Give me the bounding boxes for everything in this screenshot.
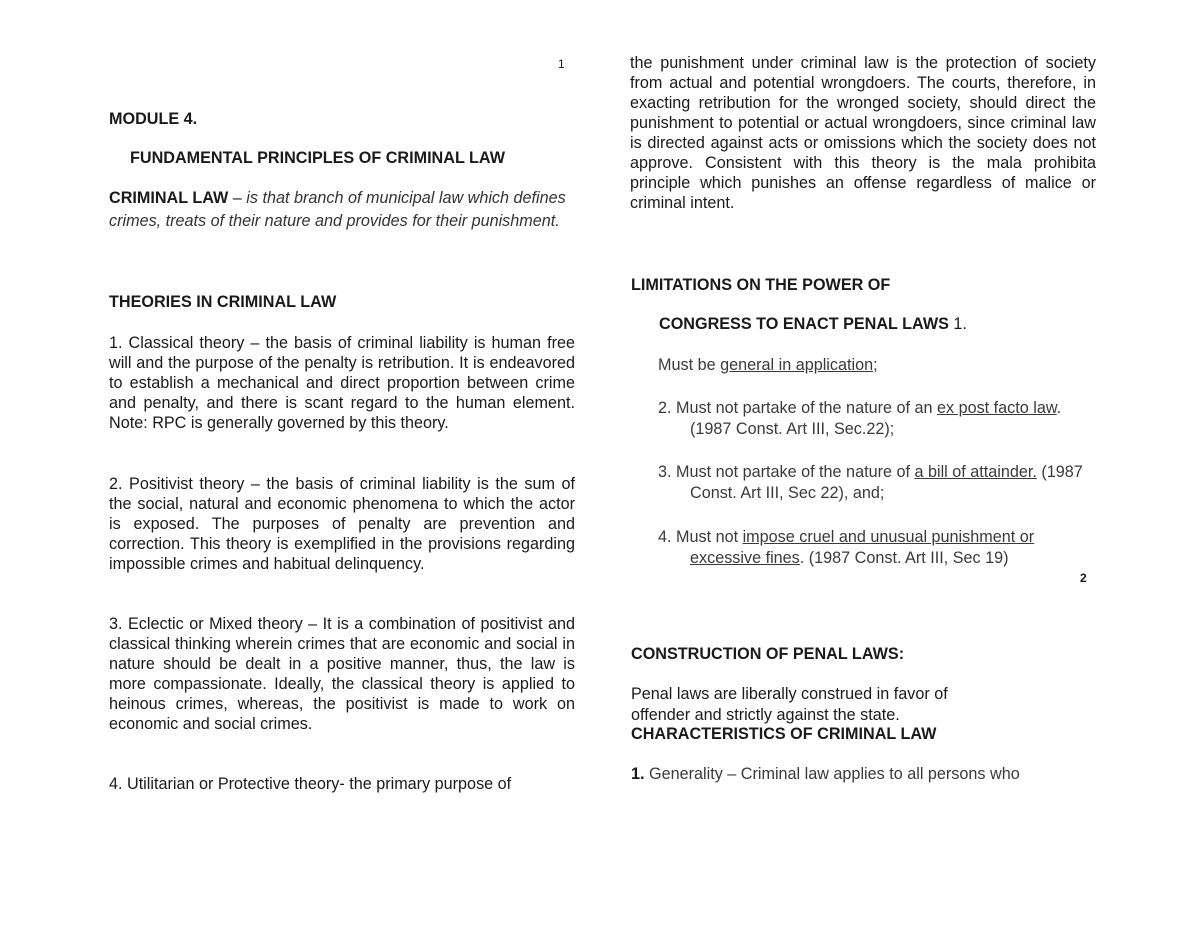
utilitarian-continuation: the punishment under criminal law is the protection of society from actual and potential wrongdoers. The courts, therefore, in exacting retribution for the wronged society, should direct the punishment to potential or actual wrongdoers, since criminal law is directed against acts or omissions which the society does not approve. Consistent with this theory is the mala prohibita principle which punishes an offense regardless of malice or criminal intent. — [630, 54, 1096, 212]
construction-heading: CONSTRUCTION OF PENAL LAWS: — [631, 645, 905, 663]
limitation-prefix: 4. Must not — [658, 528, 743, 546]
page-number-left: 1 — [558, 57, 565, 71]
limitation-prefix: 2. Must not partake of the nature of an — [658, 399, 937, 417]
theory-utilitarian: 4. Utilitarian or Protective theory- the primary purpose of — [109, 775, 512, 793]
definition-term: CRIMINAL LAW — [109, 189, 229, 207]
limitation-suffix: . (1987 Const. Art III, Sec 19) — [799, 549, 1009, 567]
limitations-heading: LIMITATIONS ON THE POWER OF — [631, 276, 891, 294]
limitation-item-3 — [658, 462, 1093, 504]
characteristic-text: Generality – Criminal law applies to all persons who — [644, 765, 1020, 783]
limitations-subheading — [659, 315, 967, 334]
limitation-suffix: . (1987 Const. Art III, Sec.22); — [690, 399, 1062, 438]
characteristic-item-1 — [631, 765, 1020, 784]
limitation-underlined: impose cruel and unusual punishment or excessive fines — [690, 528, 1035, 567]
theories-heading: THEORIES IN CRIMINAL LAW — [109, 293, 337, 311]
limitation-underlined: general in application; — [720, 356, 878, 374]
limitation-suffix: (1987 Const. Art III, Sec 22), and; — [690, 463, 1083, 502]
definition-dash: – — [228, 189, 247, 207]
theory-eclectic: 3. Eclectic or Mixed theory – It is a combination of positivist and classical thinking wherein crimes that are economic and social in nature should be dealt in a positive manner, thus, the law is more compassionate. Ideally, the classical theory is applied to heinous crimes, whereas, the positivist is made to work on economic and social crimes. — [109, 615, 575, 733]
construction-text: Penal laws are liberally construed in favor of offender and strictly against the state. — [631, 685, 948, 724]
limitations-item-number-1: 1. — [948, 315, 967, 333]
limitation-prefix: 3. Must not partake of the nature of — [658, 463, 915, 481]
limitation-item-4 — [658, 527, 1093, 569]
module-label: MODULE 4. — [109, 110, 198, 128]
definition-text: is that branch of municipal law which defines crimes, treats of their nature and provides for their punishment. — [109, 189, 566, 230]
page-title: FUNDAMENTAL PRINCIPLES OF CRIMINAL LAW — [130, 149, 505, 167]
theory-positivist: 2. Positivist theory – the basis of criminal liability is the sum of the social, natural and economic phenomena to which the actor is exposed. The purposes of penalty are prevention and correction. This theory is exemplified in the provisions regarding impossible crimes and habitual delinquency. — [109, 475, 575, 573]
theory-classical: 1. Classical theory – the basis of criminal liability is human free will and the purpose of the penalty is retribution. It is endeavored to establish a mechanical and direct proportion between crime and penalty, and there is scant regard to the human element. Note: RPC is generally governed by this theory. — [109, 334, 575, 432]
criminal-law-definition — [109, 187, 569, 232]
page-number-right: 2 — [1080, 571, 1087, 585]
limitation-item-1 — [658, 356, 1098, 375]
characteristics-heading: CHARACTERISTICS OF CRIMINAL LAW — [631, 725, 937, 743]
limitation-item-2 — [658, 398, 1093, 440]
limitation-underlined: ex post facto law — [936, 399, 1057, 417]
characteristic-number: 1. — [631, 765, 645, 783]
limitations-subheading-text: CONGRESS TO ENACT PENAL LAWS — [659, 315, 949, 333]
limitation-underlined: a bill of attainder. — [914, 463, 1037, 481]
limitation-prefix: Must be — [658, 356, 721, 374]
